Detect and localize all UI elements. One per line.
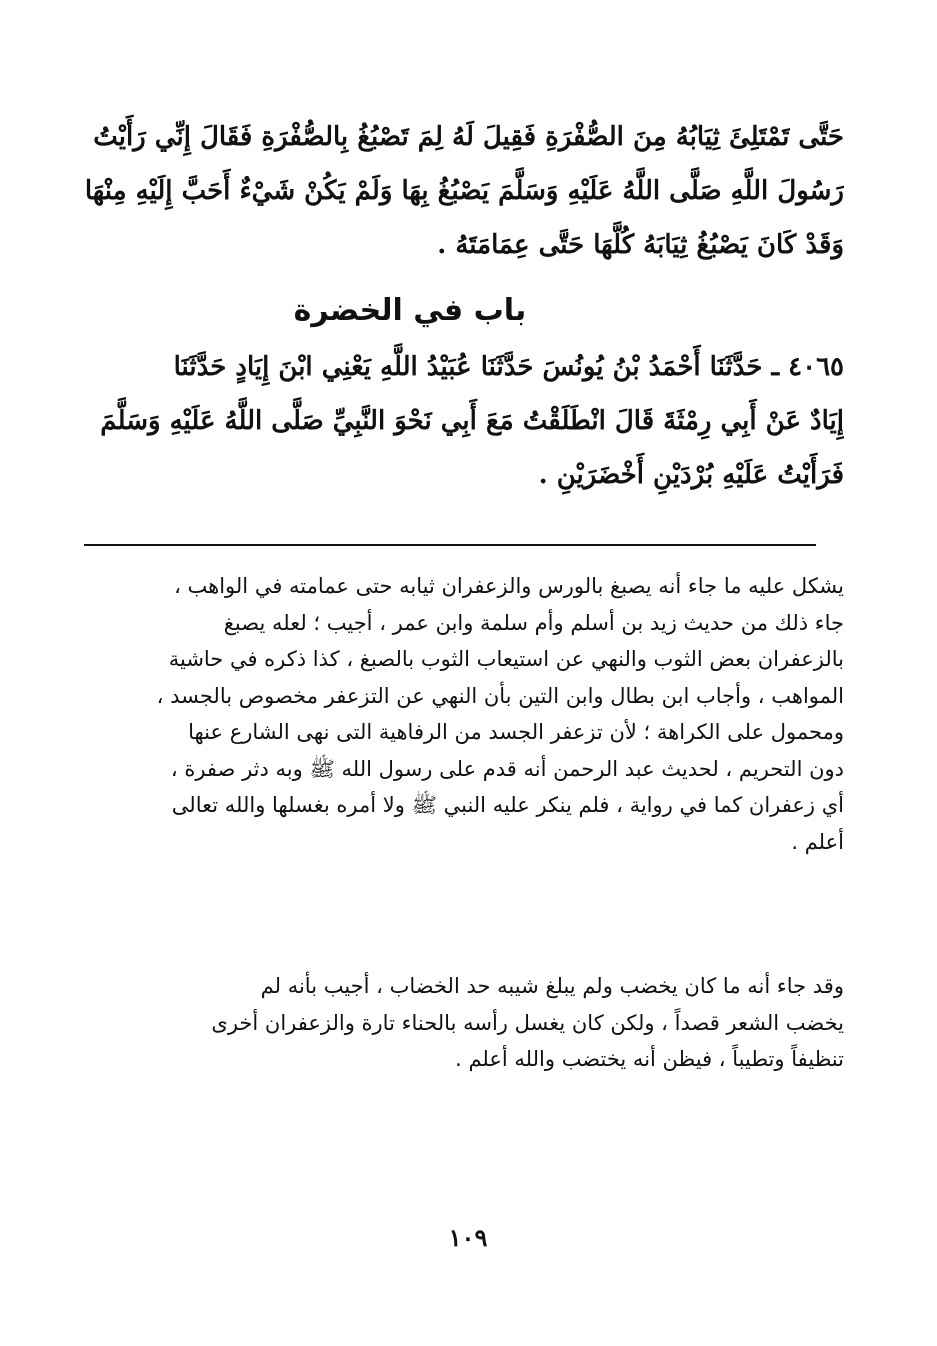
text-line: يخضب الشعر قصداً ، ولكن كان يغسل رأسه بالحناء تارة والزعفران أخرى [211,1010,844,1035]
text-line: فَرَأَيْتُ عَلَيْهِ بُرْدَيْنِ أَخْضَرَيْنِ . [538,460,844,490]
text-line: بالزعفران بعض الثوب والنهي عن استيعاب الثوب بالصبغ ، كذا ذكره في حاشية [168,647,844,671]
text-line: جاء ذلك من حديث زيد بن أسلم وأم سلمة وابن عمر ، أجيب ؛ لعله يصبغ [223,610,844,635]
text-line: حَتَّى تَمْتَلِئَ ثِيَابُهُ مِنَ الصُّفْرَةِ فَقِيلَ لَهُ لِمَ تَصْبُغُ بِالصُّفْرَةِ فَقَالَ إِنِّي رَأَيْتُ [93,122,844,152]
text-line: المواهب ، وأجاب ابن بطال وابن التين بأن النهي عن التزعفر مخصوص بالجسد ، [156,683,844,708]
footnote-divider [84,544,816,546]
text-line: ومحمول على الكراهة ؛ لأن تزعفر الجسد من الرفاهية التى نهى الشارع عنها [188,720,844,744]
commentary-paragraph [74,568,844,860]
text-line: أعلم . [791,829,844,854]
text-line: دون التحريم ، لحديث عبد الرحمن أنه قدم على رسول الله ﷺ وبه دثر صفرة ، [170,756,844,781]
text-line: يشكل عليه ما جاء أنه يصبغ بالورس والزعفران ثيابه حتى عمامته في الواهب ، [174,574,844,598]
text-line: أي زعفران كما في رواية ، فلم ينكر عليه النبي ﷺ ولا أمره بغسلها والله تعالى [171,793,844,817]
commentary-paragraph [74,968,844,1078]
text-line: إِيَادٌ عَنْ أَبِي رِمْثَةَ قَالَ انْطَلَقْتُ مَعَ أَبِي نَحْوَ النَّبِيِّ صَلَّى اللَّهُ عَلَيْهِ وَسَلَّمَ [100,406,844,436]
text-line: وقد جاء أنه ما كان يخضب ولم يبلغ شيبه حد الخضاب ، أجيب بأنه لم [260,974,844,998]
text-line: تنظيفاً وتطيباً ، فيظن أنه يختضب والله أعلم . [455,1047,844,1071]
main-text-continuation [60,110,844,272]
text-line: وَقَدْ كَانَ يَصْبُغُ ثِيَابَهُ كُلَّهَا حَتَّى عِمَامَتَهُ . [437,230,844,260]
hadith-text [60,340,844,502]
chapter-heading: باب في الخضرة [293,293,527,328]
page-number: ١٠٩ [448,1223,488,1252]
text-line: ٤٠٦٥ ـ حَدَّثَنَا أَحْمَدُ بْنُ يُونُسَ حَدَّثَنَا عُبَيْدُ اللَّهِ يَعْنِي ابْنَ إِيَادٍ حَدَّثَنَا [173,352,844,382]
text-line: رَسُولَ اللَّهِ صَلَّى اللَّهُ عَلَيْهِ وَسَلَّمَ يَصْبُغُ بِهَا وَلَمْ يَكُنْ شَيْءٌ أَحَبَّ إِلَيْهِ مِنْهَا [84,176,844,206]
